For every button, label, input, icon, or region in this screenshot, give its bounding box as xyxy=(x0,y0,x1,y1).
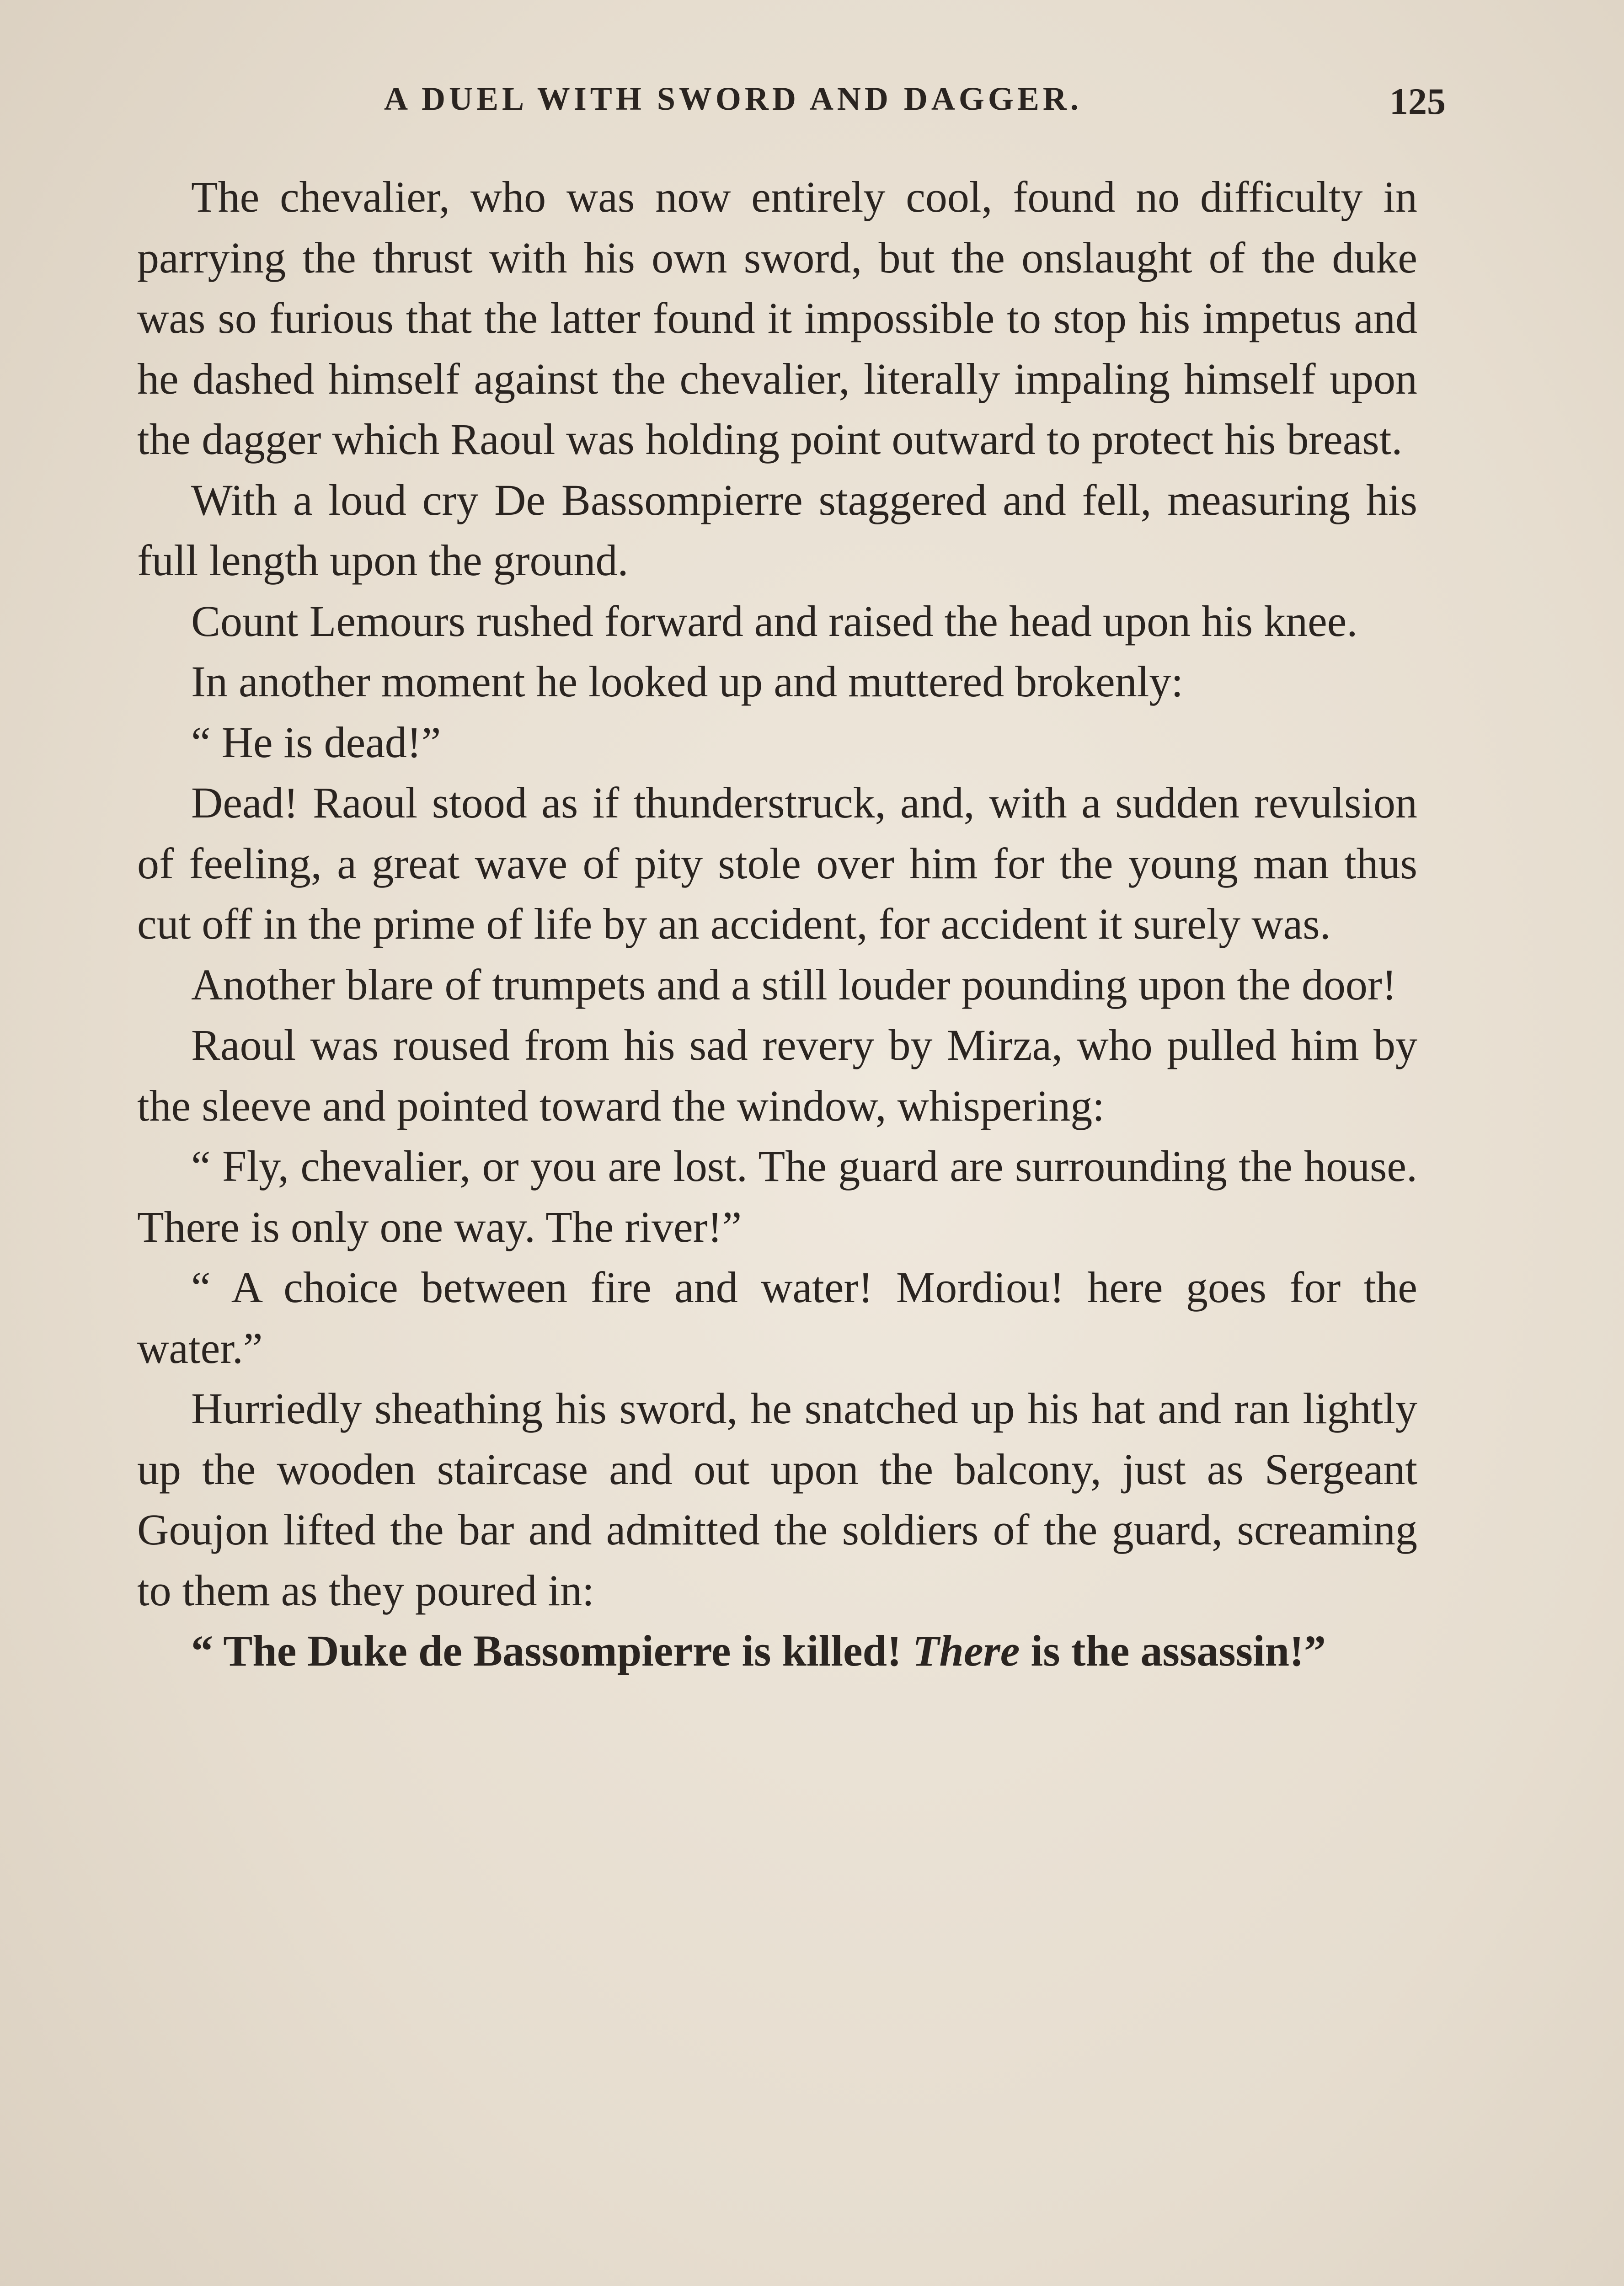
paragraph: Count Lemours rushed forward and raised the head upon his knee. xyxy=(191,596,1358,646)
paragraph: “ He is dead!” xyxy=(191,717,441,767)
paragraph: The chevalier, who was now entirely cool, found no difficulty in parrying the thrust with his own sword, but the onslaught of the duke was so furious that the latter found it impossible to stop his impetus and he dashed himself against the chevalier, literally impaling himself upon the dagger which Raoul was holding point outward to protect his breast. xyxy=(137,172,1417,464)
paragraph: In another moment he looked up and muttered brokenly: xyxy=(191,657,1184,706)
final-paragraph-start: “ The Duke de Bassompierre is killed! xyxy=(191,1626,913,1675)
final-paragraph-emphasis: There xyxy=(912,1626,1020,1675)
paragraph: Raoul was roused from his sad revery by Mirza, who pulled him by the sleeve and pointed toward the window, whispering: xyxy=(137,1020,1417,1130)
final-paragraph xyxy=(137,1621,1417,1682)
paragraph: Dead! Raoul stood as if thunderstruck, and, with a sudden revulsion of feeling, a great wave of pity stole over him for the young man thus cut off in the prime of life by an accident, for accident it surely was. xyxy=(137,778,1417,948)
paragraph: With a loud cry De Bassompierre staggered and fell, measuring his full length upon the ground. xyxy=(137,475,1417,585)
body-text xyxy=(137,167,1417,1682)
paragraph: “ A choice between fire and water! Mordiou! here goes for the water.” xyxy=(137,1263,1417,1373)
paragraph: Hurriedly sheathing his sword, he snatched up his hat and ran lightly up the wooden staircase and out upon the balcony, just as Sergeant Goujon lifted the bar and admitted the soldiers of the guard, screaming to them as they poured in: xyxy=(137,1384,1417,1615)
running-title: A DUEL WITH SWORD AND DAGGER. xyxy=(384,80,1082,117)
final-paragraph-end: is the assassin!” xyxy=(1020,1626,1326,1675)
paragraph: “ Fly, chevalier, or you are lost. The guard are surrounding the house. There is only one way. The river!” xyxy=(137,1142,1417,1251)
running-head xyxy=(137,80,1446,130)
page-number: 125 xyxy=(1389,80,1446,122)
paragraph: Another blare of trumpets and a still louder pounding upon the door! xyxy=(191,960,1397,1009)
